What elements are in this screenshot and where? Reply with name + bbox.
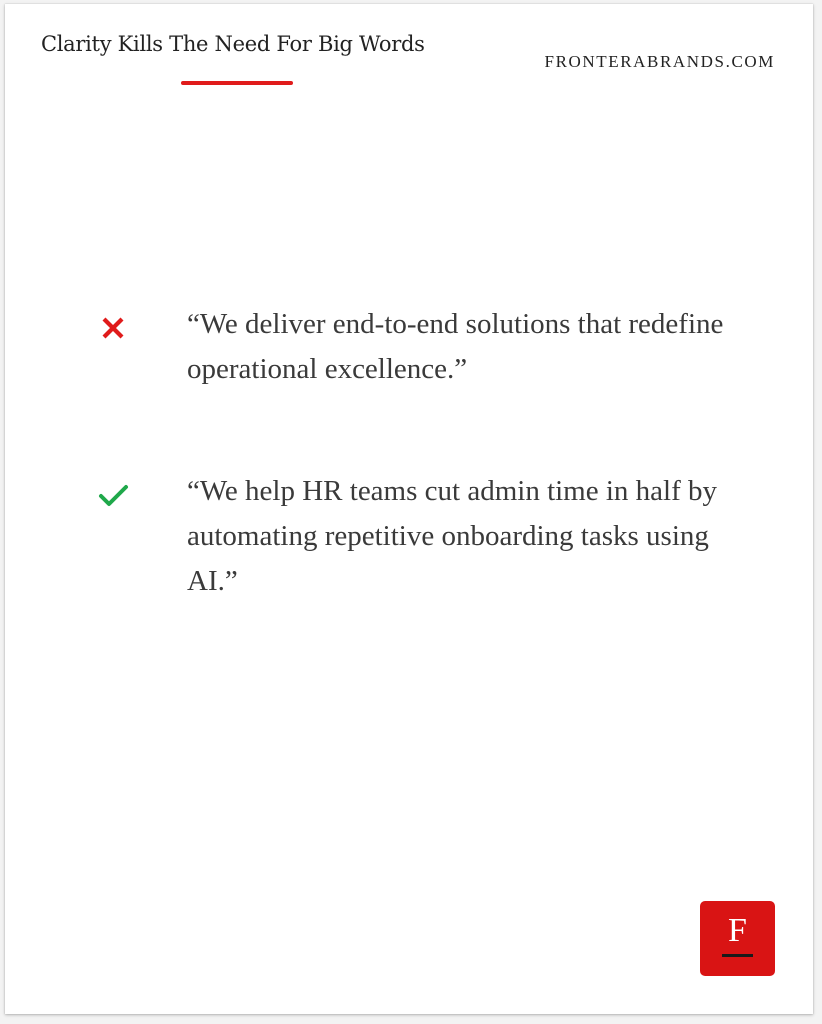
logo-letter: F bbox=[728, 912, 747, 949]
card bbox=[5, 4, 813, 1014]
title-underline bbox=[181, 81, 293, 85]
brand-logo bbox=[700, 901, 775, 976]
cross-icon bbox=[97, 312, 129, 344]
check-icon bbox=[97, 479, 129, 511]
logo-underline bbox=[722, 954, 753, 957]
site-url: FRONTERABRANDS.COM bbox=[544, 52, 775, 71]
good-example-text: “We help HR teams cut admin time in half by automating repetitive onboarding tasks using AI.” bbox=[187, 475, 718, 597]
page-title: Clarity Kills The Need For Big Words bbox=[41, 32, 425, 56]
bad-example-text: “We deliver end-to-end solutions that redefine operational excellence.” bbox=[187, 308, 724, 385]
